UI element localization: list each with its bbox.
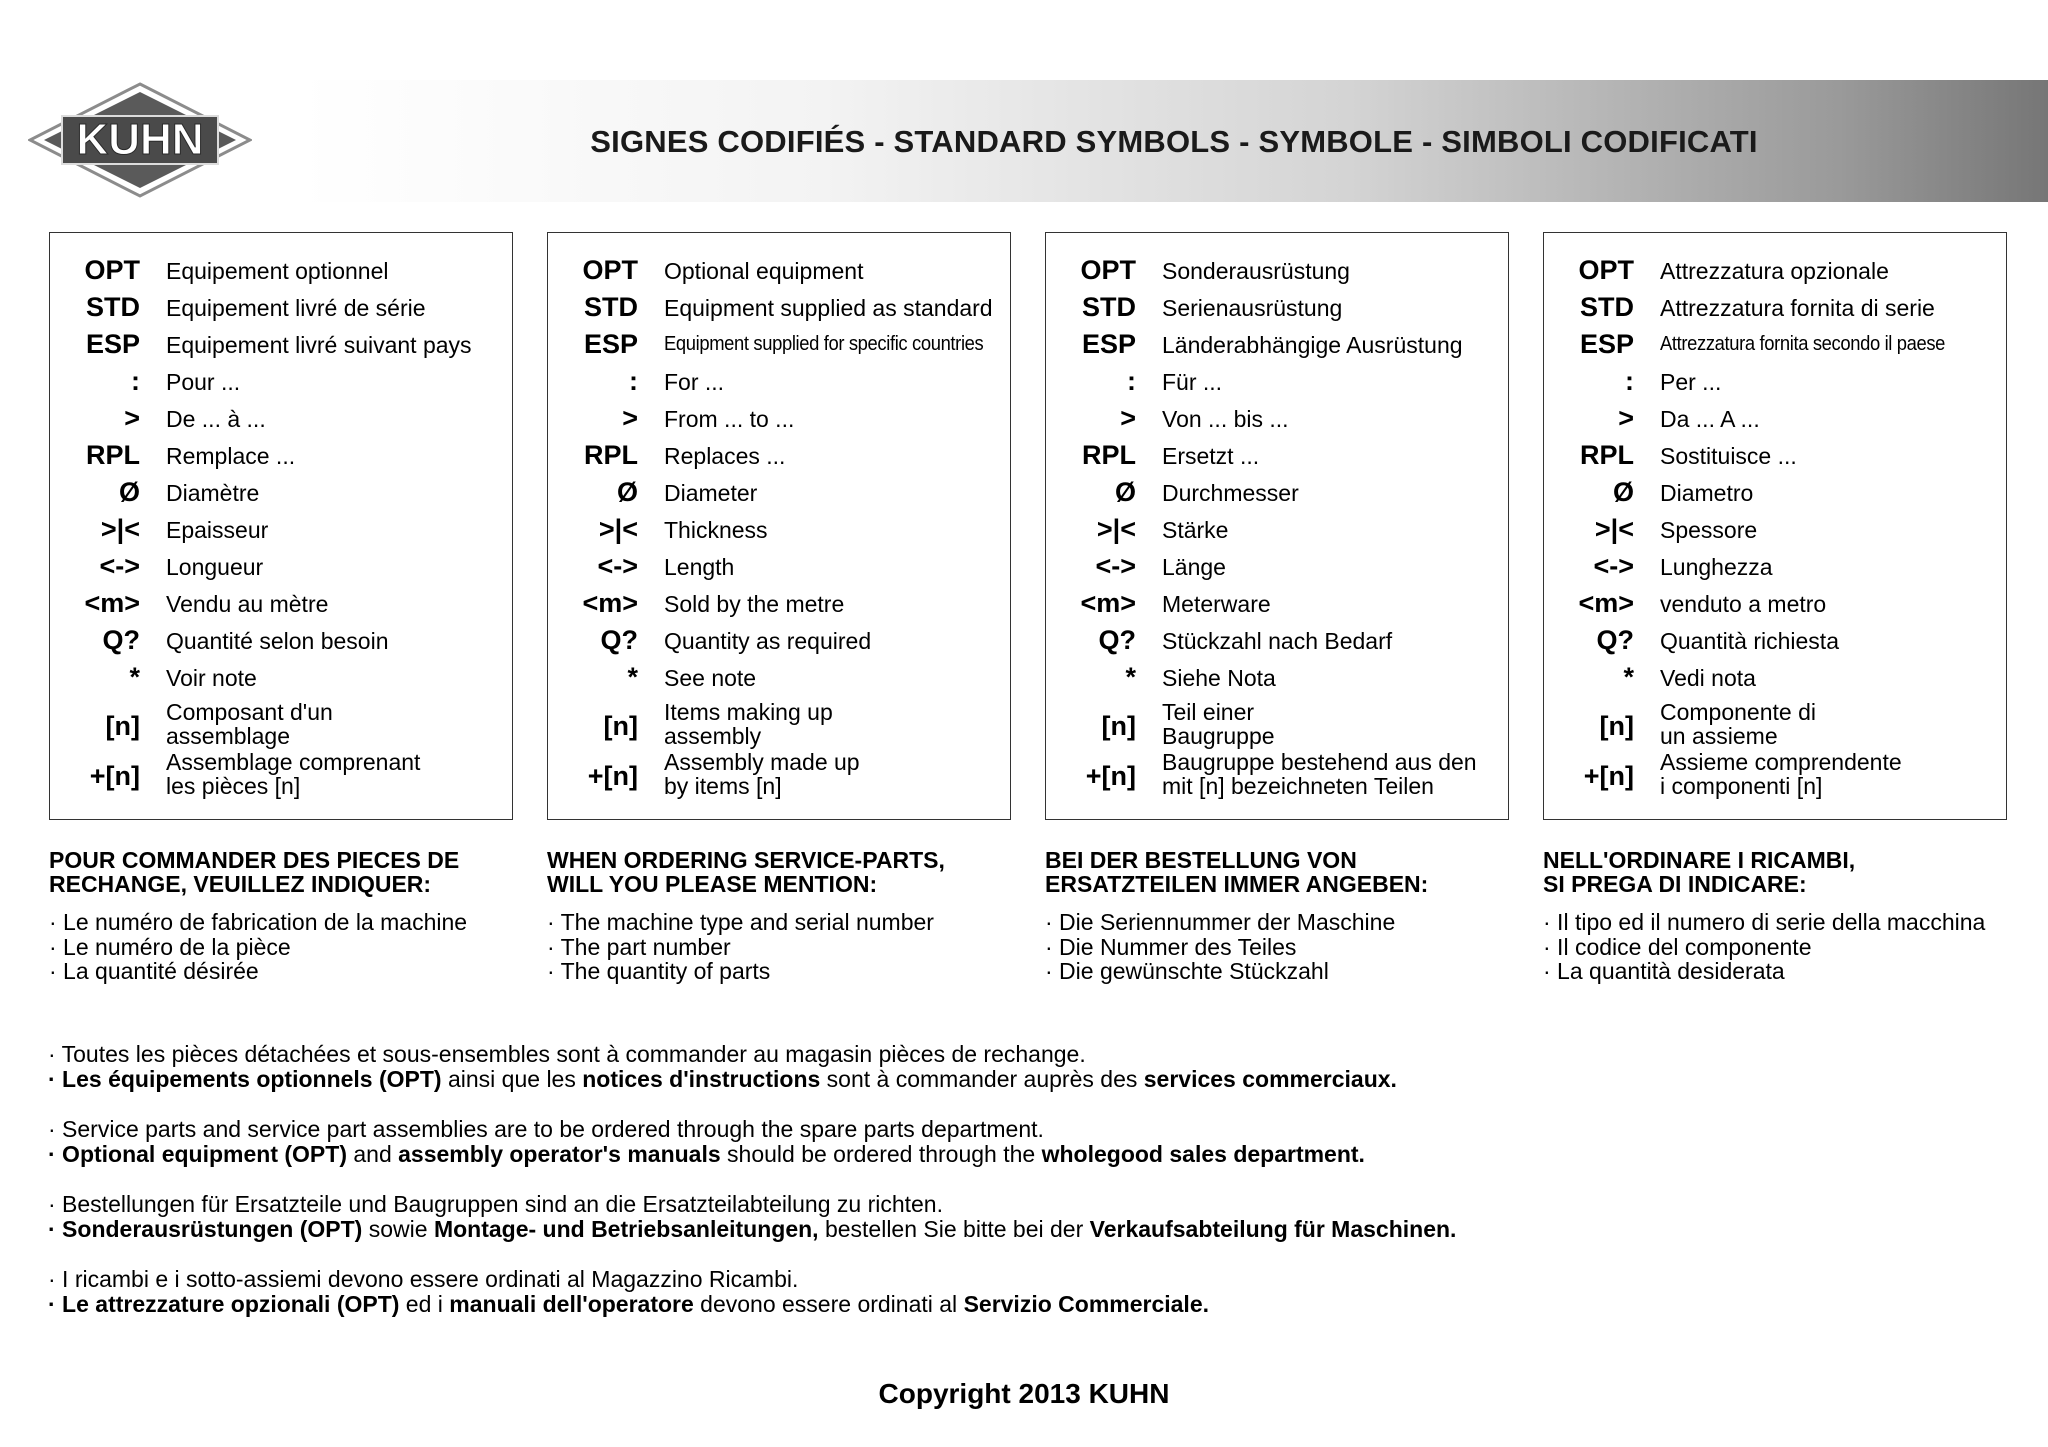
ordering-block	[1045, 848, 1545, 984]
legend-description: venduto a metro	[1660, 591, 1827, 617]
ordering-list	[547, 910, 1047, 984]
legend-symbol: :	[131, 366, 140, 396]
note-group	[48, 1042, 2008, 1092]
legend-description: Attrezzatura fornita di serie	[1660, 295, 1935, 321]
legend-description: Länderabhängige Ausrüstung	[1162, 332, 1463, 358]
legend-description: Meterware	[1162, 591, 1271, 617]
legend-symbol: [n]	[603, 711, 638, 741]
note-bold-segment: manuali dell'operatore	[449, 1291, 694, 1317]
note-line: · Service parts and service part assemblies are to be ordered through the spare parts department.	[48, 1116, 1044, 1142]
legend-description: Diameter	[664, 480, 758, 506]
ordering-item: · Die gewünschte Stückzahl	[1045, 958, 1329, 984]
ordering-block	[547, 848, 1047, 984]
legend-symbol: [n]	[105, 711, 140, 741]
legend-symbol: Q?	[1596, 625, 1634, 655]
legend-symbol: STD	[1580, 292, 1634, 322]
note-bold-segment: Montage- und Betriebsanleitungen,	[433, 1216, 819, 1242]
ordering-item: · La quantità desiderata	[1543, 958, 1785, 984]
legend-description: Spessore	[1660, 517, 1758, 543]
legend-description: Sold by the metre	[664, 591, 845, 617]
ordering-list	[1045, 910, 1545, 984]
legend-description: Serienausrüstung	[1162, 295, 1343, 321]
legend-symbol: OPT	[1080, 255, 1136, 285]
legend-symbol: RPL	[1082, 440, 1136, 470]
note-line-emphasis	[48, 1292, 2008, 1317]
legend-description: Sostituisce ...	[1660, 443, 1797, 469]
legend-description: Per ...	[1660, 369, 1722, 395]
legend-symbol: <->	[99, 551, 140, 581]
legend-description: Equipement livré suivant pays	[166, 332, 472, 358]
note-group	[48, 1267, 2008, 1317]
legend-description: Lunghezza	[1660, 554, 1773, 580]
legend-description: Stärke	[1162, 517, 1229, 543]
legend-symbol: OPT	[84, 255, 140, 285]
legend-description: Von ... bis ...	[1162, 406, 1289, 432]
note-segment: bestellen Sie bitte bei der	[818, 1216, 1090, 1242]
copyright: Copyright 2013 KUHN	[878, 1378, 1170, 1409]
logo-text: KUHN	[76, 115, 204, 164]
note-group	[48, 1117, 2008, 1167]
ordering-item: · Die Seriennummer der Maschine	[1045, 909, 1396, 935]
legend-box-en	[547, 232, 1011, 820]
legend-description: Siehe Nota	[1162, 665, 1276, 691]
legend-description: Vendu au mètre	[166, 591, 329, 617]
legend-symbol: RPL	[584, 440, 638, 470]
ordering-item: · The part number	[547, 933, 731, 960]
legend-symbol: Ø	[616, 477, 638, 507]
note-bold-segment: notices d'instructions	[582, 1066, 821, 1092]
legend-symbol: <->	[1593, 551, 1634, 581]
note-line-emphasis	[48, 1142, 2008, 1167]
legend-symbol: <m>	[582, 588, 638, 618]
ordering-heading: WHEN ORDERING SERVICE-PARTS, WILL YOU PLEASE MENTION:	[547, 847, 945, 897]
ordering-item: · La quantité désirée	[49, 958, 259, 984]
legend-symbol: Q?	[1098, 625, 1136, 655]
legend-symbol: >|<	[598, 514, 638, 544]
ordering-heading: POUR COMMANDER DES PIECES DE RECHANGE, VEUILLEZ INDIQUER:	[49, 847, 460, 897]
ordering-heading: NELL'ORDINARE I RICAMBI, SI PREGA DI INDICARE:	[1543, 847, 1856, 897]
ordering-heading: BEI DER BESTELLUNG VON ERSATZTEILEN IMMER ANGEBEN:	[1045, 847, 1429, 897]
legend-description: Länge	[1162, 554, 1226, 580]
legend-box-it	[1543, 232, 2007, 820]
legend-symbol: ESP	[1081, 329, 1136, 359]
legend-symbol: *	[1623, 662, 1634, 692]
legend-symbol: <m>	[1080, 588, 1136, 618]
kuhn-logo	[28, 82, 252, 198]
note-segment: sowie	[362, 1216, 434, 1242]
legend-symbol: >	[124, 403, 140, 433]
note-bold-segment: · Le attrezzature opzionali (OPT)	[48, 1291, 400, 1317]
legend-symbol: ESP	[1579, 329, 1634, 359]
legend-symbol: *	[1125, 662, 1136, 692]
legend-description: Diametro	[1660, 480, 1754, 506]
ordering-list	[49, 910, 549, 984]
legend-description: Assembly made up by items [n]	[664, 749, 860, 799]
legend-symbol: ESP	[85, 329, 140, 359]
legend-description: Epaisseur	[166, 517, 269, 543]
legend-description: Componente di un assieme	[1660, 699, 1816, 749]
legend-symbol: Ø	[1612, 477, 1634, 507]
legend-symbol: Q?	[102, 625, 140, 655]
legend-description: Equipment supplied as standard	[664, 295, 993, 321]
legend-symbol: RPL	[1580, 440, 1634, 470]
legend-description: Equipement livré de série	[166, 295, 426, 321]
legend-symbol: +[n]	[1583, 761, 1634, 791]
legend-symbol: OPT	[1578, 255, 1634, 285]
legend-description: From ... to ...	[664, 406, 795, 432]
legend-symbol: <m>	[1578, 588, 1634, 618]
note-segment: ainsi que les	[441, 1066, 583, 1092]
legend-description: Quantità richiesta	[1660, 628, 1839, 654]
legend-description: Attrezzatura fornita secondo il paese	[1660, 333, 1946, 355]
legend-symbol: >|<	[1594, 514, 1634, 544]
note-group	[48, 1192, 2008, 1242]
ordering-item: · Il codice del componente	[1543, 933, 1812, 960]
legend-symbol: STD	[584, 292, 638, 322]
legend-description: Attrezzatura opzionale	[1660, 258, 1889, 284]
legend-symbol: >	[622, 403, 638, 433]
legend-description: Assieme comprendente i componenti [n]	[1660, 749, 1902, 799]
legend-description: Optional equipment	[664, 258, 864, 284]
legend-symbol: >	[1618, 403, 1634, 433]
legend-description: Teil einer Baugruppe	[1162, 699, 1275, 749]
legend-description: Ersetzt ...	[1162, 443, 1260, 469]
legend-description: Da ... A ...	[1660, 406, 1760, 432]
legend-description: Stückzahl nach Bedarf	[1162, 628, 1393, 654]
legend-description: De ... à ...	[166, 406, 266, 432]
note-bold-segment: · Les équipements optionnels (OPT)	[48, 1066, 442, 1092]
legend-description: Thickness	[664, 517, 768, 543]
note-bold-segment: wholegood sales department.	[1041, 1141, 1365, 1167]
ordering-list	[1543, 910, 2043, 984]
legend-symbol: <m>	[84, 588, 140, 618]
legend-symbol: Ø	[118, 477, 140, 507]
note-line: · Bestellungen für Ersatzteile und Baugruppen sind an die Ersatzteilabteilung zu richten.	[48, 1191, 943, 1217]
ordering-item: · The quantity of parts	[547, 958, 771, 984]
legend-description: Items making up assembly	[664, 699, 833, 749]
note-bold-segment: · Optional equipment (OPT)	[48, 1141, 347, 1167]
legend-description: For ...	[664, 369, 725, 395]
note-line: · Toutes les pièces détachées et sous-ensembles sont à commander au magasin pièces de rechange.	[48, 1041, 1086, 1067]
note-line: · I ricambi e i sotto-assiemi devono essere ordinati al Magazzino Ricambi.	[48, 1266, 799, 1292]
legend-description: Pour ...	[166, 369, 241, 395]
legend-symbol: Q?	[600, 625, 638, 655]
legend-symbol: >	[1120, 403, 1136, 433]
legend-symbol: ESP	[583, 329, 638, 359]
ordering-item: · Le numéro de la pièce	[49, 933, 291, 960]
legend-description: Voir note	[166, 665, 257, 691]
legend-description: Quantité selon besoin	[166, 628, 389, 654]
legend-description: Quantity as required	[664, 628, 872, 654]
legend-symbol: STD	[1082, 292, 1136, 322]
legend-symbol: :	[1127, 366, 1136, 396]
note-bold-segment: assembly operator's manuals	[398, 1141, 721, 1167]
legend-symbol: :	[1625, 366, 1634, 396]
note-segment: ed i	[399, 1291, 450, 1317]
legend-symbol: >|<	[1096, 514, 1136, 544]
legend-description: Für ...	[1162, 369, 1223, 395]
ordering-block	[1543, 848, 2043, 984]
ordering-item: · Il tipo ed il numero di serie della macchina	[1543, 909, 1986, 935]
legend-symbol: *	[129, 662, 140, 692]
legend-symbol: +[n]	[587, 761, 638, 791]
legend-symbol: <->	[597, 551, 638, 581]
legend-description: Baugruppe bestehend aus den mit [n] bezeichneten Teilen	[1162, 749, 1477, 799]
legend-description: Longueur	[166, 554, 264, 580]
note-line-emphasis	[48, 1217, 2008, 1242]
legend-symbol: [n]	[1101, 711, 1136, 741]
note-bold-segment: Servizio Commerciale.	[963, 1291, 1210, 1317]
note-segment: and	[346, 1141, 399, 1167]
note-segment: sont à commander auprès des	[820, 1066, 1144, 1092]
legend-description: Replaces ...	[664, 443, 786, 469]
legend-symbol: <->	[1095, 551, 1136, 581]
legend-symbol: +[n]	[89, 761, 140, 791]
ordering-block	[49, 848, 549, 984]
legend-description: Sonderausrüstung	[1162, 258, 1350, 284]
ordering-item: · The machine type and serial number	[547, 909, 934, 935]
legend-symbol: STD	[86, 292, 140, 322]
legend-symbol: OPT	[582, 255, 638, 285]
legend-box-fr	[49, 232, 513, 820]
note-bold-segment: Verkaufsabteilung für Maschinen.	[1089, 1216, 1457, 1242]
legend-symbol: Ø	[1114, 477, 1136, 507]
legend-description: Diamètre	[166, 480, 260, 506]
legend-description: Assemblage comprenant les pièces [n]	[166, 749, 421, 799]
note-segment: devono essere ordinati al	[693, 1291, 964, 1317]
notes-section	[48, 1042, 2008, 1342]
legend-symbol: [n]	[1599, 711, 1634, 741]
legend-description: Length	[664, 554, 735, 580]
legend-symbol: :	[629, 366, 638, 396]
legend-box-de	[1045, 232, 1509, 820]
legend-description: Equipment supplied for specific countries	[664, 333, 984, 355]
legend-description: Composant d'un assemblage	[166, 699, 333, 749]
legend-symbol: >|<	[100, 514, 140, 544]
legend-description: Remplace ...	[166, 443, 296, 469]
note-segment: should be ordered through the	[720, 1141, 1042, 1167]
legend-symbol: *	[627, 662, 638, 692]
legend-symbol: RPL	[86, 440, 140, 470]
note-line-emphasis	[48, 1067, 2008, 1092]
legend-symbol: +[n]	[1085, 761, 1136, 791]
note-bold-segment: · Sonderausrüstungen (OPT)	[48, 1216, 363, 1242]
page-title: SIGNES CODIFIÉS - STANDARD SYMBOLS - SYMBOLE - SIMBOLI CODIFICATI	[590, 124, 1758, 159]
legend-description: Durchmesser	[1162, 480, 1299, 506]
legend-description: Vedi nota	[1660, 665, 1756, 691]
ordering-item: · Die Nummer des Teiles	[1045, 933, 1297, 960]
note-bold-segment: services commerciaux.	[1143, 1066, 1397, 1092]
legend-description: See note	[664, 665, 757, 691]
legend-description: Equipement optionnel	[166, 258, 389, 284]
ordering-item: · Le numéro de fabrication de la machine	[49, 909, 468, 935]
